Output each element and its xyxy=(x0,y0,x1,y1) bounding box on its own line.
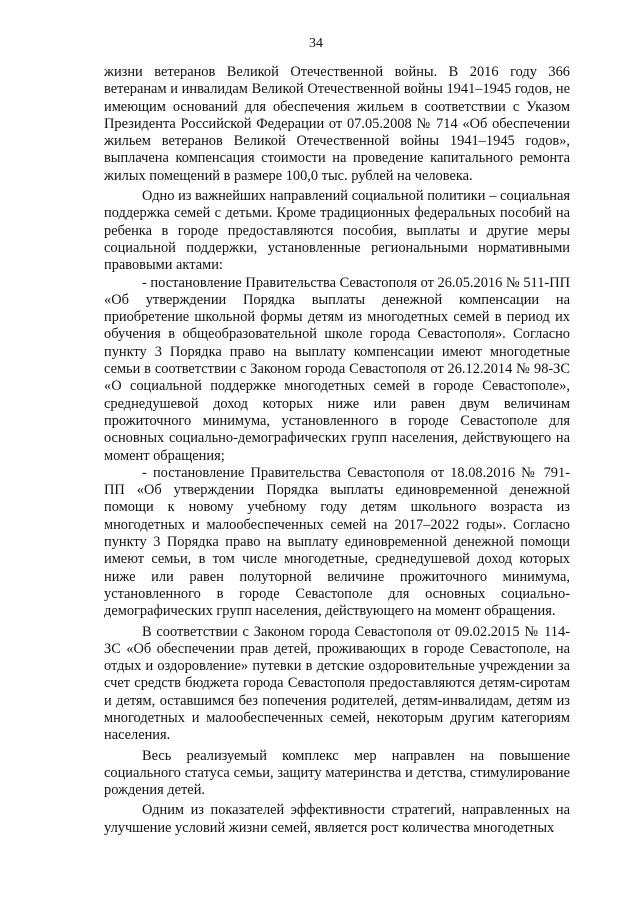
paragraph-resolution-511: - постановление Правительства Севастополя от 26.05.2016 № 511-ПП «Об утверждении Порядка выплаты денежной компенсации на приобретение школьной формы детям из многодетных семей в период их обучения в общеобразовательной школе города Севастополя». Согласно пункту 3 Порядка право на выплату компенсации имеют многодетные семьи в соответствии с Законом города Севастополя от 26.12.2014 № 98-ЗС «О социальной поддержке многодетных семей в городе Севастополе», среднедушевой доход которых ниже или равен двум величинам прожиточного минимума, установленного в городе Севастополе для основных социально-демографических групп населения, действующего на момент обращения; xyxy=(104,274,570,464)
paragraph-efficiency-indicators: Одним из показателей эффективности стратегий, направленных на улучшение условий жизни семей, является рост количества многодетных xyxy=(104,802,570,836)
document-body xyxy=(104,64,570,837)
paragraph-resolution-791: - постановление Правительства Севастополя от 18.08.2016 № 791-ПП «Об утверждении Порядка выплаты единовременной денежной помощи к новому учебному году детям школьного возраста из многодетных и малообеспеченных семей на 2017–2022 годы». Согласно пункту 3 Порядка право на выплату единовременной денежной помощи имеют семьи, в том числе многодетные, среднедушевой доход которых ниже или равен полуторной величине прожиточного минимума, установленного в городе Севастополе для основных социально-демографических групп населения, действующего на момент обращения. xyxy=(104,464,570,620)
paragraph-measures-summary: Весь реализуемый комплекс мер направлен на повышение социального статуса семьи, защиту материнства и детства, стимулирование рождения детей. xyxy=(104,747,570,799)
paragraph-veterans-continued: жизни ветеранов Великой Отечественной войны. В 2016 году 366 ветеранам и инвалидам Великой Отечественной войны 1941–1945 годов, не имеющим оснований для обеспечения жильем в соответствии с Указом Президента Российской Федерации от 07.05.2008 № 714 «Об обеспечении жильем ветеранов Великой Отечественной войны 1941–1945 годов», выплачена компенсация стоимости на проведение капитального ремонта жилых помещений в размере 100,0 тыс. рублей на человека. xyxy=(104,64,570,184)
page-number: 34 xyxy=(309,36,323,51)
paragraph-family-support: Одно из важнейших направлений социальной политики – социальная поддержка семей с детьми. Кроме традиционных федеральных пособий на ребенка в городе предоставляются пособия, выплаты и другие меры социальной поддержки, установленные региональными нормативными правовыми актами: xyxy=(104,188,570,274)
paragraph-law-114: В соответствии с Законом города Севастополя от 09.02.2015 № 114-ЗС «Об обеспечении прав детей, проживающих в городе Севастополе, на отдых и оздоровление» путевки в детские оздоровительные учреждении за счет средств бюджета города Севастополя предоставляются детям-сиротам и детям, оставшимся без попечения родителей, детям-инвалидам, детям из многодетных и малообеспеченных семей, некоторым другим категориям населения. xyxy=(104,623,570,744)
